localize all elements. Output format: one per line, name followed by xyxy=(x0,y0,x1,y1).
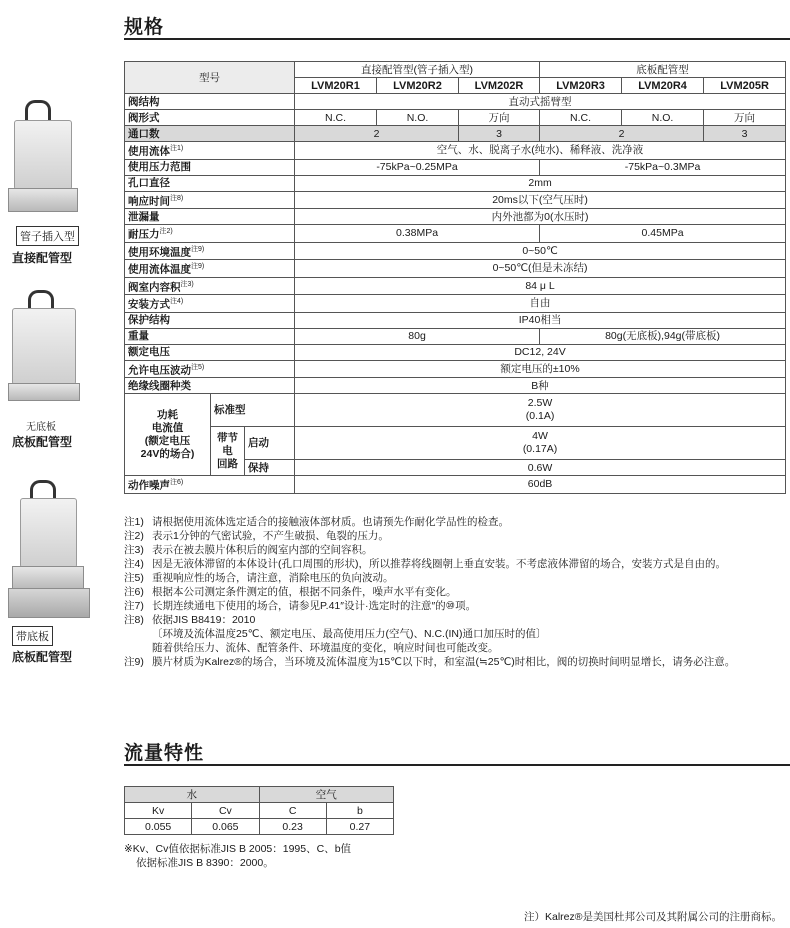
valve-coil-image xyxy=(14,120,72,190)
flow-value: 0.27 xyxy=(326,819,393,835)
row-label: 安装方式$^{注4)}$ xyxy=(125,295,295,313)
spec-table xyxy=(124,61,786,494)
row-label: 允许电压波动$^{注5)}$ xyxy=(125,360,295,378)
note-item: 注8) 依据JIS B8419：2010 xyxy=(124,614,256,626)
flow-value: 0.23 xyxy=(259,819,326,835)
flow-table xyxy=(124,786,394,835)
row-fluid xyxy=(125,142,786,160)
row-value: 2 xyxy=(540,126,704,142)
row-fluid-temp xyxy=(125,260,786,278)
row-value: DC12, 24V xyxy=(295,344,786,360)
row-voltage-fluct xyxy=(125,360,786,378)
power-hold-label: 保持 xyxy=(245,460,295,476)
row-leakage xyxy=(125,209,786,225)
product-tag: 带底板 xyxy=(12,626,53,646)
spec-title-rule xyxy=(124,38,790,40)
product-caption: 直接配管型 xyxy=(12,251,73,265)
row-ambient-temp xyxy=(125,242,786,260)
row-value: 0.38MPa xyxy=(295,225,540,243)
note-item: 注7) 长期连续通电下使用的场合，请参见P.41″设计·选定时的注意″的⑩项。 xyxy=(124,600,477,612)
row-value: 万向 xyxy=(459,110,540,126)
row-value: IP40相当 xyxy=(295,312,786,328)
row-value: 空气、水、脱离子水(纯水)、稀释液、洗净液 xyxy=(295,142,786,160)
product-caption: 底板配管型 xyxy=(12,435,73,449)
row-insulation xyxy=(125,378,786,394)
row-value: 84 μ L xyxy=(295,277,786,295)
row-value: -75kPa~0.25MPa xyxy=(295,159,540,175)
note-item: 注4) 因是无液体滞留的本体设计(孔口周围的形状)，所以推荐将线圈朝上垂直安装。不考虑液体滞留的场合，安装方式是自由的。 xyxy=(124,558,726,570)
row-value: 额定电压的±10% xyxy=(295,360,786,378)
row-label: 泄漏量 xyxy=(125,209,295,225)
flow-col-header: b xyxy=(326,803,393,819)
row-label: 耐压力$^{注2)}$ xyxy=(125,225,295,243)
row-value: 0.45MPa xyxy=(540,225,786,243)
note-item: 注2) 表示1分钟的气密试验，不产生破损、龟裂的压力。 xyxy=(124,530,389,542)
row-rated-voltage xyxy=(125,344,786,360)
product-caption: 底板配管型 xyxy=(12,650,73,664)
row-valve-structure xyxy=(125,94,786,110)
flow-air-header: 空气 xyxy=(259,787,394,803)
model-cell: LVM205R xyxy=(704,78,786,94)
power-start-label: 启动 xyxy=(245,427,295,460)
row-value: 60dB xyxy=(295,476,786,494)
row-value: 自由 xyxy=(295,295,786,313)
note-item: 注1) 请根据使用流体选定适合的接触液体部材质。也请预先作耐化学品性的检查。 xyxy=(124,516,509,528)
row-internal-volume xyxy=(125,277,786,295)
row-value: -75kPa~0.3MPa xyxy=(540,159,786,175)
row-mounting xyxy=(125,295,786,313)
row-ports xyxy=(125,126,786,142)
row-label: 使用流体$^{注1)}$ xyxy=(125,142,295,160)
flow-col-header: Cv xyxy=(192,803,259,819)
flow-title-rule xyxy=(124,764,790,766)
valve-coil-image xyxy=(20,498,77,568)
power-start-value: 4W (0.17A) xyxy=(295,427,786,460)
row-noise xyxy=(125,476,786,494)
row-proof-pressure xyxy=(125,225,786,243)
power-standard-label: 标准型 xyxy=(211,394,295,427)
note-item: 注3) 表示在被去膜片体积后的阀室内部的空间容积。 xyxy=(124,544,373,556)
flow-value: 0.065 xyxy=(192,819,259,835)
row-orifice xyxy=(125,175,786,191)
power-hold-value: 0.6W xyxy=(295,460,786,476)
group-direct-header: 直接配管型(管子插入型) xyxy=(295,62,540,78)
row-value: 0~50℃ xyxy=(295,242,786,260)
product-tag: 管子插入型 xyxy=(16,226,79,246)
row-label: 孔口直径 xyxy=(125,175,295,191)
note8-condition: 〔环境及流体温度25℃、额定电压、最高使用压力(空气)、N.C.(IN)通口加压时的值〕 xyxy=(152,628,547,640)
model-cell: LVM20R4 xyxy=(622,78,704,94)
valve-body-image xyxy=(12,566,84,590)
product-base-with-plate xyxy=(0,475,115,670)
row-label: 使用压力范围 xyxy=(125,159,295,175)
model-header: 型号 xyxy=(125,62,295,94)
group-base-header: 底板配管型 xyxy=(540,62,786,78)
row-value: 0~50℃(但是未冻结) xyxy=(295,260,786,278)
model-cell: LVM20R1 xyxy=(295,78,377,94)
note-item: 注9) 膜片材质为Kalrez®的场合，当环境及流体温度为15℃以下时，和室温(≒25℃)时相比，阀的切换时间明显增长，请务必注意。 xyxy=(124,656,736,668)
model-cell: LVM20R2 xyxy=(377,78,459,94)
row-label: 绝缘线圈种类 xyxy=(125,378,295,394)
row-enclosure xyxy=(125,312,786,328)
power-standard-value: 2.5W (0.1A) xyxy=(295,394,786,427)
row-value: 3 xyxy=(704,126,786,142)
row-value: N.C. xyxy=(295,110,377,126)
row-label: 阀结构 xyxy=(125,94,295,110)
row-value: 20ms以下(空气压时) xyxy=(295,191,786,209)
row-weight xyxy=(125,328,786,344)
row-response xyxy=(125,191,786,209)
row-label: 使用流体温度$^{注9)}$ xyxy=(125,260,295,278)
trademark-footnote: 注）Kalrez®是美国杜邦公司及其附属公司的注册商标。 xyxy=(524,911,782,923)
row-label: 阀形式 xyxy=(125,110,295,126)
valve-body-image xyxy=(8,383,80,401)
row-label: 重量 xyxy=(125,328,295,344)
row-value: 2mm xyxy=(295,175,786,191)
row-value: N.C. xyxy=(540,110,622,126)
row-label: 保护结构 xyxy=(125,312,295,328)
note-item: 注5) 重视响应性的场合，请注意，消除电压的负向波动。 xyxy=(124,572,394,584)
flow-col-header: C xyxy=(259,803,326,819)
row-value: B种 xyxy=(295,378,786,394)
flow-section-title: 流量特性 xyxy=(124,743,205,764)
note8-remark: 随着供给压力、流体、配管条件、环境温度的变化，响应时间也可能改变。 xyxy=(152,642,499,654)
row-label: 动作噪声$^{注6)}$ xyxy=(125,476,295,494)
row-value: N.O. xyxy=(377,110,459,126)
valve-coil-image xyxy=(12,308,76,385)
valve-body-image xyxy=(8,188,78,212)
row-label: 额定电压 xyxy=(125,344,295,360)
power-saving-label: 带节电 回路 xyxy=(211,427,245,476)
product-base-without-plate xyxy=(0,285,115,455)
row-power-standard xyxy=(125,394,786,427)
spec-section-title: 规格 xyxy=(124,17,165,38)
row-value: 万向 xyxy=(704,110,786,126)
row-value: 80g(无底板),94g(带底板) xyxy=(540,328,786,344)
row-valve-form xyxy=(125,110,786,126)
row-value: 内外池都为0(水压时) xyxy=(295,209,786,225)
row-power-start xyxy=(125,427,786,460)
row-value: 3 xyxy=(459,126,540,142)
spec-notes xyxy=(124,515,788,669)
row-label: 通口数 xyxy=(125,126,295,142)
row-value: N.O. xyxy=(622,110,704,126)
model-cell: LVM202R xyxy=(459,78,540,94)
flow-col-header: Kv xyxy=(125,803,192,819)
flow-value: 0.055 xyxy=(125,819,192,835)
product-tag: 无底板 xyxy=(26,422,56,433)
row-value: 直动式摇臂型 xyxy=(295,94,786,110)
model-cell: LVM20R3 xyxy=(540,78,622,94)
row-label: 使用环境温度$^{注9)}$ xyxy=(125,242,295,260)
product-direct-pipe xyxy=(0,95,115,265)
note-item: 注6) 根据本公司测定条件测定的值，根据不同条件，噪声水平有变化。 xyxy=(124,586,457,598)
row-value: 2 xyxy=(295,126,459,142)
row-label: 响应时间$^{注8)}$ xyxy=(125,191,295,209)
row-label: 阀室内容积$^{注3)}$ xyxy=(125,277,295,295)
flow-water-header: 水 xyxy=(125,787,260,803)
row-value: 80g xyxy=(295,328,540,344)
row-pressure-range xyxy=(125,159,786,175)
flow-note: ※Kv、Cv值依据标准JIS B 2005：1995、C、b值 依据标准JIS B 8390：2000。 xyxy=(124,843,352,869)
power-label: 功耗 电流值 (额定电压 24V的场合) xyxy=(125,394,211,476)
base-plate-image xyxy=(8,588,90,618)
